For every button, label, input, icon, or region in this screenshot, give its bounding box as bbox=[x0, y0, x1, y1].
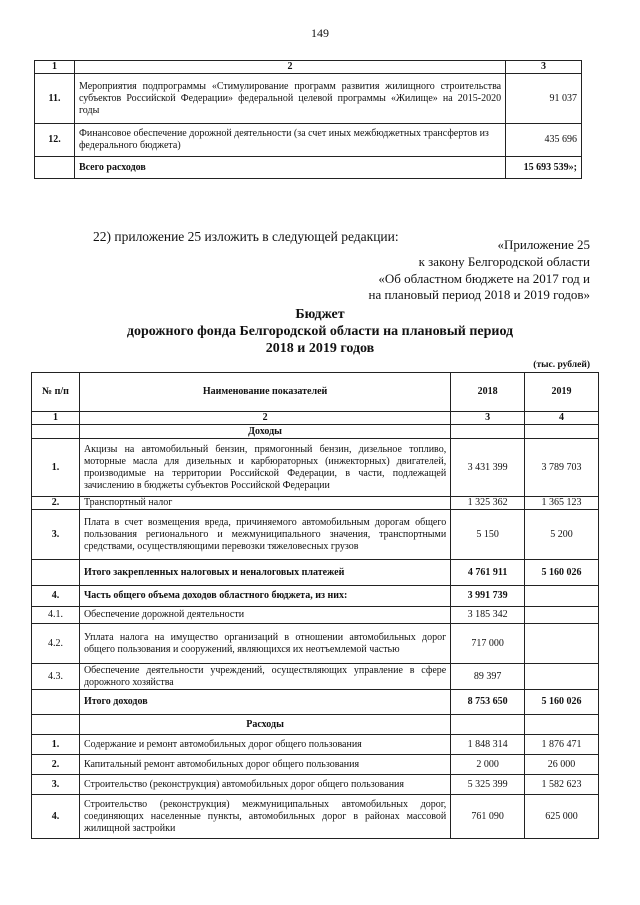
empty-cell bbox=[32, 715, 80, 735]
income-total-2018: 8 753 650 bbox=[451, 690, 525, 715]
amendment-instruction: 22) приложение 25 изложить в следующей редакции: bbox=[93, 229, 399, 244]
row-number: 11. bbox=[35, 74, 75, 124]
row-value-2019: 1 876 471 bbox=[525, 735, 599, 755]
row-value-2019: 1 582 623 bbox=[525, 775, 599, 795]
empty-cell bbox=[32, 425, 80, 439]
empty-cell bbox=[525, 425, 599, 439]
doc-title-line-3: 2018 и 2019 годов bbox=[265, 341, 375, 356]
row-name: Мероприятия подпрограммы «Стимулирование программ развития жилищного строительства субъектов Российской Федерации» федеральной целевой программы «Жилище» на 2015-2020 годы bbox=[74, 74, 505, 124]
row-name: Уплата налога на имущество организаций в отношении автомобильных дорог общего пользования и сооружений, являющихся их неотъемлемой частью bbox=[79, 624, 450, 664]
road-fund-budget-table bbox=[31, 372, 599, 839]
table-row bbox=[35, 74, 582, 124]
row-number: 4.1. bbox=[32, 607, 80, 624]
table-head-row bbox=[32, 373, 599, 412]
doc-title-line-1: Бюджет bbox=[295, 307, 345, 322]
doc-title-line-2: дорожного фонда Белгородской области на плановый период bbox=[126, 324, 514, 339]
section-header-row bbox=[32, 715, 599, 735]
appendix-line-1: «Приложение 25 bbox=[497, 237, 590, 252]
row-name: Капитальный ремонт автомобильных дорог общего пользования bbox=[79, 755, 450, 775]
col-number-1: 1 bbox=[32, 412, 80, 425]
row-number: 4. bbox=[32, 586, 80, 607]
row-value-2018: 89 397 bbox=[451, 664, 525, 690]
col-name-header: Наименование показателей bbox=[79, 373, 450, 412]
table-row bbox=[32, 755, 599, 775]
fixed-payments-total-label: Итого закрепленных налоговых и неналоговых платежей bbox=[79, 560, 450, 586]
col-2019-header: 2019 bbox=[525, 373, 599, 412]
row-value-2019: 3 789 703 bbox=[525, 439, 599, 497]
row-number: 3. bbox=[32, 510, 80, 560]
total-value: 15 693 539»; bbox=[506, 157, 582, 179]
fixed-payments-total-2018: 4 761 911 bbox=[451, 560, 525, 586]
empty-cell bbox=[451, 425, 525, 439]
row-value-2019 bbox=[525, 586, 599, 607]
row-name: Обеспечение деятельности учреждений, осуществляющих управление в сфере дорожного хозяйства bbox=[79, 664, 450, 690]
appendix-line-3: «Об областном бюджете на 2017 год и bbox=[378, 271, 590, 286]
table-header-row bbox=[35, 61, 582, 74]
row-value-2018: 3 431 399 bbox=[451, 439, 525, 497]
row-value-2018: 3 991 739 bbox=[451, 586, 525, 607]
col-value-header: 3 bbox=[506, 61, 582, 74]
row-name: Акцизы на автомобильный бензин, прямогонный бензин, дизельное топливо, моторные масла для дизельных и карбюраторных (инжекторных) двигателей, производимые на территории Российской Федерации, в части, подлежащей зачислению в бюджеты субъектов Российской Федерации bbox=[79, 439, 450, 497]
income-total-2019: 5 160 026 bbox=[525, 690, 599, 715]
expense-section-header: Расходы bbox=[79, 715, 450, 735]
empty-cell bbox=[35, 157, 75, 179]
row-number: 1. bbox=[32, 439, 80, 497]
row-name: Часть общего объема доходов областного бюджета, из них: bbox=[79, 586, 450, 607]
row-name: Строительство (реконструкция) межмуниципальных автомобильных дорог, соединяющих населенные пункты, автомобильных дорог в районах массовой жилищной застройки bbox=[79, 795, 450, 839]
section-header-row bbox=[32, 425, 599, 439]
column-numbers-row bbox=[32, 412, 599, 425]
row-name: Финансовое обеспечение дорожной деятельности (за счет иных межбюджетных трансфертов из федерального бюджета) bbox=[74, 124, 505, 157]
row-value-2019 bbox=[525, 607, 599, 624]
fixed-payments-total-2019: 5 160 026 bbox=[525, 560, 599, 586]
row-value-2019: 1 365 123 bbox=[525, 497, 599, 510]
table-row bbox=[32, 735, 599, 755]
row-value-2018: 5 325 399 bbox=[451, 775, 525, 795]
row-value-2019 bbox=[525, 664, 599, 690]
row-value-2019 bbox=[525, 624, 599, 664]
appendix-line-2: к закону Белгородской области bbox=[418, 254, 590, 269]
row-number: 1. bbox=[32, 735, 80, 755]
col-number-header: 1 bbox=[35, 61, 75, 74]
col-number-3: 3 bbox=[451, 412, 525, 425]
row-value-2019: 5 200 bbox=[525, 510, 599, 560]
row-value-2018: 761 090 bbox=[451, 795, 525, 839]
row-name: Обеспечение дорожной деятельности bbox=[79, 607, 450, 624]
appendix-line-4: на плановый период 2018 и 2019 годов» bbox=[368, 287, 590, 302]
table-row bbox=[35, 124, 582, 157]
table-row bbox=[32, 624, 599, 664]
row-number: 3. bbox=[32, 775, 80, 795]
row-name: Плата в счет возмещения вреда, причиняемого автомобильным дорогам общего пользования регионального и межмуниципального значения, транспортными средствами, осуществляющими перевозки тяжеловесных грузов bbox=[79, 510, 450, 560]
col-name-header: 2 bbox=[74, 61, 505, 74]
row-value-2018: 1 848 314 bbox=[451, 735, 525, 755]
empty-cell bbox=[451, 715, 525, 735]
empty-cell bbox=[32, 560, 80, 586]
row-value: 435 696 bbox=[506, 124, 582, 157]
subtotal-row bbox=[32, 560, 599, 586]
row-number: 2. bbox=[32, 755, 80, 775]
row-value-2019: 625 000 bbox=[525, 795, 599, 839]
col-number-4: 4 bbox=[525, 412, 599, 425]
row-number: 4.2. bbox=[32, 624, 80, 664]
units-label: (тыс. рублей) bbox=[533, 360, 590, 370]
row-number: 4.3. bbox=[32, 664, 80, 690]
row-name: Транспортный налог bbox=[79, 497, 450, 510]
row-number: 12. bbox=[35, 124, 75, 157]
table-row bbox=[32, 795, 599, 839]
income-total-label: Итого доходов bbox=[79, 690, 450, 715]
previous-appendix-table bbox=[34, 60, 582, 179]
table-row bbox=[32, 439, 599, 497]
income-section-header: Доходы bbox=[79, 425, 450, 439]
total-row bbox=[35, 157, 582, 179]
row-number: 2. bbox=[32, 497, 80, 510]
table-row bbox=[32, 775, 599, 795]
row-value-2018: 1 325 362 bbox=[451, 497, 525, 510]
row-value-2018: 5 150 bbox=[451, 510, 525, 560]
table-row bbox=[32, 497, 599, 510]
row-name: Содержание и ремонт автомобильных дорог общего пользования bbox=[79, 735, 450, 755]
row-value: 91 037 bbox=[506, 74, 582, 124]
row-value-2019: 26 000 bbox=[525, 755, 599, 775]
col-2018-header: 2018 bbox=[451, 373, 525, 412]
total-row bbox=[32, 690, 599, 715]
table-row bbox=[32, 607, 599, 624]
row-value-2018: 2 000 bbox=[451, 755, 525, 775]
table-row bbox=[32, 510, 599, 560]
total-label: Всего расходов bbox=[74, 157, 505, 179]
empty-cell bbox=[32, 690, 80, 715]
row-value-2018: 717 000 bbox=[451, 624, 525, 664]
empty-cell bbox=[525, 715, 599, 735]
col-number-2: 2 bbox=[79, 412, 450, 425]
row-value-2018: 3 185 342 bbox=[451, 607, 525, 624]
table-row bbox=[32, 586, 599, 607]
row-number: 4. bbox=[32, 795, 80, 839]
page-number: 149 bbox=[311, 26, 329, 40]
row-name: Строительство (реконструкция) автомобильных дорог общего пользования bbox=[79, 775, 450, 795]
col-number-header: № п/п bbox=[32, 373, 80, 412]
table-row bbox=[32, 664, 599, 690]
